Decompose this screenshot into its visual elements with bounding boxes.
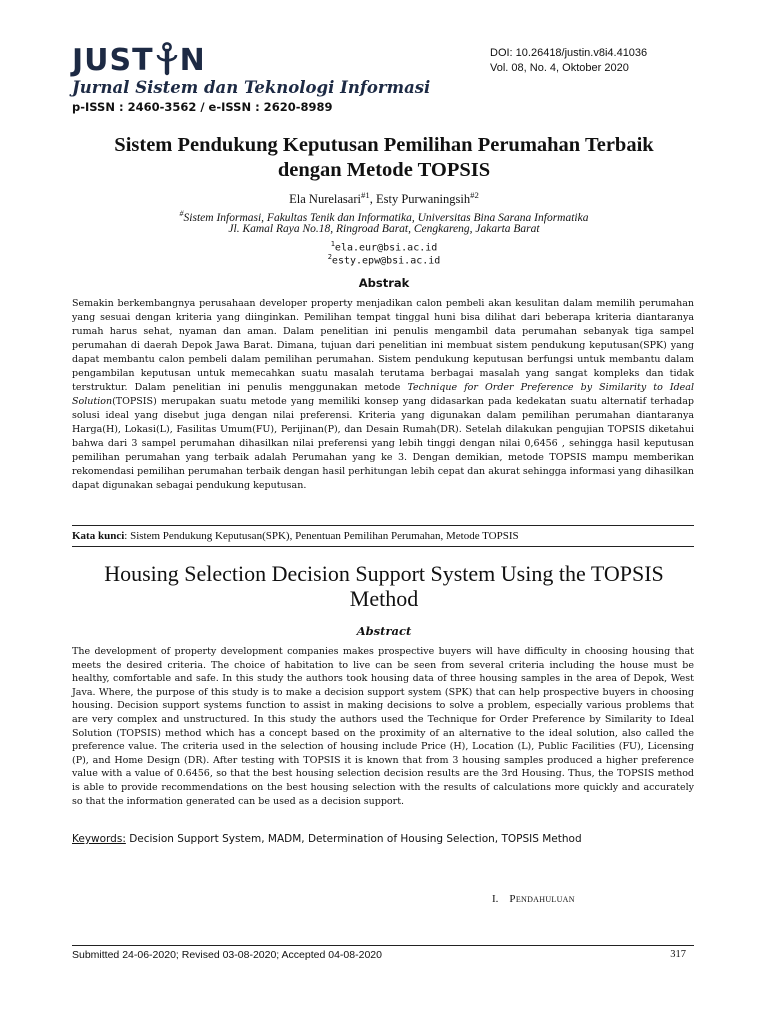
abstrak-method-name: Technique for Order Preference by Similarity to Ideal Solution [72,382,695,407]
kata-kunci [72,530,694,542]
doi: DOI: 10.26418/justin.v8i4.41036 [490,47,648,59]
author-superscript: #1 [360,190,370,200]
section-number: I. [492,893,499,905]
keywords-label: Keywords: [72,833,126,845]
keywords-text: Decision Support System, MADM, Determination of Housing Selection, TOPSIS Method [125,833,582,845]
divider [72,525,694,526]
paper-title-line: dengan Metode TOPSIS [277,159,491,181]
email-superscript: 1 [330,240,335,248]
logo-text-left: JUST [72,43,154,78]
english-title-line: Method [349,586,419,611]
author-separator: , [369,192,376,207]
abstract-heading: Abstract [356,624,412,638]
section-title: Pendahuluan [509,893,575,905]
authors [60,190,708,207]
affiliation-address: Jl. Kamal Raya No.18, Ringroad Barat, Cengkareng, Jakarta Barat [228,223,540,235]
email-superscript: 2 [327,253,332,261]
affiliation-line: Sistem Informasi, Fakultas Tenik dan Informatika, Universitas Bina Sarana Informatika [183,211,589,224]
affiliation-superscript: # [179,209,184,218]
english-title-line: Housing Selection Decision Support System Using the TOPSIS [104,561,664,586]
email-address: esty.epw@bsi.ac.id [331,255,441,267]
journal-name: Jurnal Sistem dan Teknologi Informasi [72,78,431,97]
logo-pin-icon [155,42,179,76]
page-number: 317 [670,949,686,960]
email-address: ela.eur@bsi.ac.id [334,242,438,254]
kata-kunci-label: Kata kunci [72,530,125,542]
author-name: Esty Purwaningsih [375,192,471,207]
journal-logo [72,40,206,76]
submission-dates: Submitted 24-06-2020; Revised 03-08-2020; Accepted 04-08-2020 [72,949,382,961]
footer-divider [72,945,694,946]
paper-title [60,133,708,183]
section-heading [492,893,575,905]
kata-kunci-text: : Sistem Pendukung Keputusan(SPK), Penentuan Pemilihan Perumahan, Metode TOPSIS [124,530,519,542]
abstrak-text: Semakin berkembangnya perusahaan developer property menjadikan calon pembeli akan kesulitan dalam memilih perumahan yang sesuai dengan kriteria yang diinginkan. Pemilihan tempat tinggal huni bisa dilihat dari beberapa kriteria diantaranya rumah harus sehat, nyaman dan aman. Dalam penelitian ini penulis mengambil data perumahan sebanyak tiga sampel perumahan di daerah Depok Jawa Barat. Dimana, tujuan dari penelitian ini membuat sistem pendukung keputusan(SPK) yang dapat membantu calon pembeli dalam pemilihan perumahan. Sistem pendukung keputusan berfungsi untuk membantu dalam pengambilan keputusan untuk memecahkan suatu masalah terutama berbagai masalah yang sangat kompleks dan tidak terstruktur. Dalam penelitian ini penulis menggunakan metode [72,298,694,393]
abstract-body: The development of property development companies makes prospective buyers will have difficulty in choosing housing that meets the desired criteria. The choice of habitation to live can be seen from several criteria including the house must be healthy, comfortable and safe. In this study the authors took housing data of three housing samples in the area of Depok, West Java. Where, the purpose of this study is to make a decision support system (SPK) that can help prospective buyers in choosing housing. Decision support systems function to assist in making decisions to solve a problem, especially various problems that are very complex and unstructured. In this study the authors used the Technique for Order Preference by Similarity to Ideal Solution (TOPSIS) method which has a concept based on the proximity of an alternative to the ideal solution, also called the preference value. The criteria used in the selection of housing include Price (H), Location (L), Public Facilities (FU), Licensing (P), and Home Design (DR). After testing with TOPSIS it is known that from 3 housing samples produced a higher preference value with a value of 0.6456, so that the best housing selection decision results are the 3rd Housing. Thus, the TOPSIS method is able to provide recommendations on the best housing selection with the results of calculations more quickly and accurately so that the information generated can be used as a decision support. [72,646,694,807]
logo-text-right: N [179,43,206,78]
keywords [72,833,694,845]
abstrak-body [72,297,694,493]
volume-issue: Vol. 08, No. 4, Oktober 2020 [490,62,629,74]
author-superscript: #2 [470,190,479,200]
paper-title-line: Sistem Pendukung Keputusan Pemilihan Perumahan Terbaik [114,134,654,156]
divider [72,546,694,547]
abstrak-text: (TOPSIS) merupakan suatu metode yang memiliki konsep yang didasarkan pada kedekatan suatu alternatif terhadap solusi ideal yang disebut juga dengan nilai preferensi. Kriteria yang digunakan dalam pemilihan perumahan diantaranya Harga(H), Lokasi(L), Fasilitas Umum(FU), Perijinan(P), dan Desain Rumah(DR). Setelah dilakukan pengujian TOPSIS diketahui bahwa dari 3 sampel perumahan dihasilkan nilai preferensi yang lebih tinggi dengan nilai 0,6456 , sehingga hasil keputusan pemilihan perumahan yang terbaik adalah Perumahan yang ke 3. Dengan demikian, metode TOPSIS mampu memberikan rekomendasi pemilihan perumahan terbaik dengan hasil perhitungan lebih cepat dan akurat sehingga informasi yang dihasilkan dapat digunakan sebagai pendukung keputusan. [72,396,694,491]
author-email [60,240,708,253]
english-title [60,561,708,611]
affiliation [60,209,708,224]
author-email [60,253,708,266]
author-name: Ela Nurelasari [289,192,361,207]
abstrak-heading: Abstrak [358,276,410,290]
issn: p-ISSN : 2460-3562 / e-ISSN : 2620-8989 [72,100,333,114]
